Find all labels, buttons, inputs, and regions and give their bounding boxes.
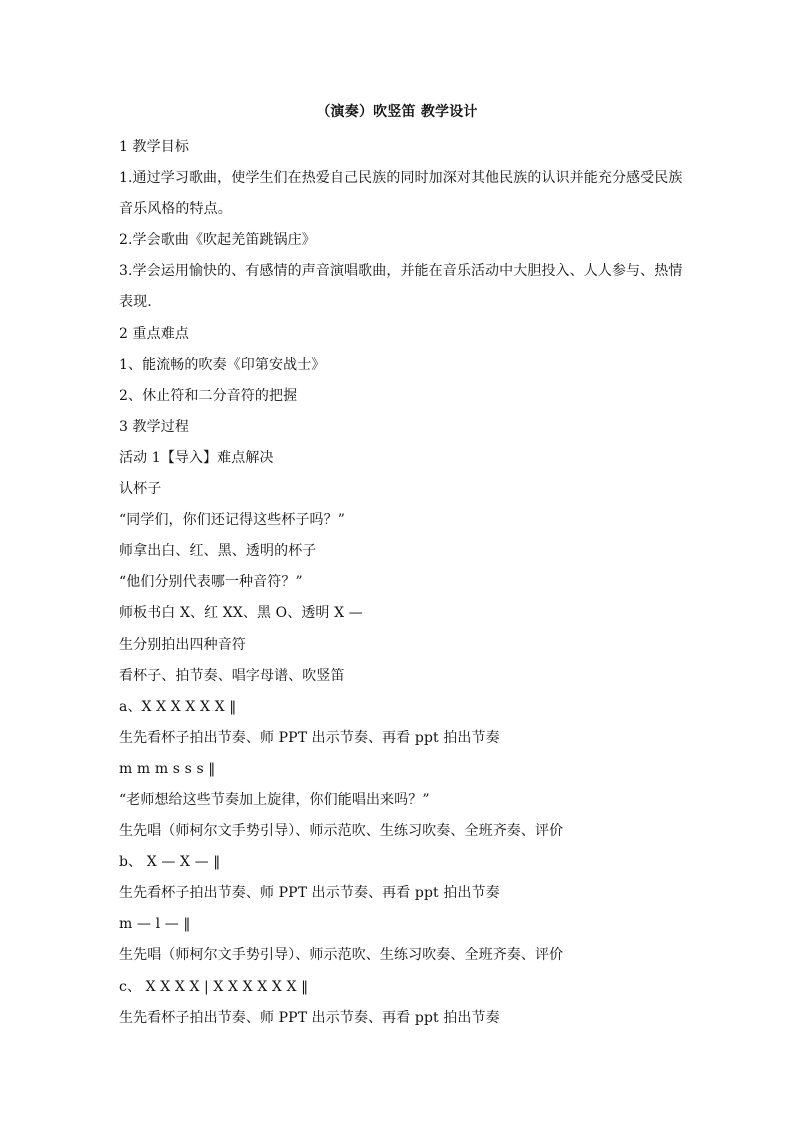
- key-point-2: 2、休止符和二分音符的把握: [119, 387, 298, 404]
- document-title: （演奏）吹竖笛 教学设计: [316, 104, 478, 120]
- document-body: [119, 132, 683, 1034]
- section-heading-key-points: 2 重点难点: [119, 325, 189, 342]
- melody-notation-a: m m m s s s ‖: [119, 760, 216, 777]
- paragraph-line: 师板书白 X、红 XX、黑 O、透明 X —: [119, 605, 363, 622]
- paragraph-line: 生先唱（师柯尔文手势引导）、师示范吹、生练习吹奏、全班齐奏、评价: [119, 947, 564, 964]
- section-heading-process: 3 教学过程: [119, 418, 189, 435]
- melody-notation-b: m — l — ‖: [119, 916, 191, 933]
- objective-1: 1.通过学习歌曲，使学生们在热爱自己民族的同时加深对其他民族的认识并能充分感受民族: [119, 170, 683, 187]
- rhythm-notation-b: b、 X — X — ‖: [119, 854, 221, 871]
- objective-2: 2.学会歌曲《吹起羌笛跳锅庄》: [119, 232, 316, 249]
- paragraph-line: 生先唱（师柯尔文手势引导）、师示范吹、生练习吹奏、全班齐奏、评价: [119, 823, 564, 840]
- key-point-1: 1、能流畅的吹奏《印第安战士》: [119, 356, 326, 373]
- paragraph-line: 生分别拍出四种音符: [119, 636, 246, 653]
- rhythm-notation-c: c、 X X X X | X X X X X X ‖: [119, 978, 309, 995]
- section-heading-objectives: 1 教学目标: [119, 139, 189, 155]
- rhythm-notation-a: a、X X X X X X ‖: [119, 698, 237, 715]
- paragraph-line: “同学们，你们还记得这些杯子吗？”: [119, 512, 346, 529]
- activity-1-heading: 活动 1【导入】难点解决: [119, 449, 274, 466]
- paragraph-line: 看杯子、拍节奏、唱字母谱、吹竖笛: [119, 667, 345, 684]
- objective-3-continued: 表现.: [119, 294, 152, 311]
- paragraph-line: 认杯子: [119, 481, 162, 498]
- paragraph-line: “他们分别代表哪一种音符？”: [119, 574, 303, 591]
- paragraph-line: 生先看杯子拍出节奏、师 PPT 出示节奏、再看 ppt 拍出节奏: [119, 729, 500, 746]
- objective-1-continued: 音乐风格的特点。: [119, 201, 232, 218]
- paragraph-line: 生先看杯子拍出节奏、师 PPT 出示节奏、再看 ppt 拍出节奏: [119, 885, 500, 902]
- paragraph-line: 师拿出白、红、黑、透明的杯子: [119, 543, 317, 560]
- objective-3: 3.学会运用愉快的、有感情的声音演唱歌曲，并能在音乐活动中大胆投入、人人参与、热情: [119, 263, 683, 280]
- paragraph-line: 生先看杯子拍出节奏、师 PPT 出示节奏、再看 ppt 拍出节奏: [119, 1009, 500, 1026]
- paragraph-line: “老师想给这些节奏加上旋律，你们能唱出来吗？”: [119, 791, 430, 808]
